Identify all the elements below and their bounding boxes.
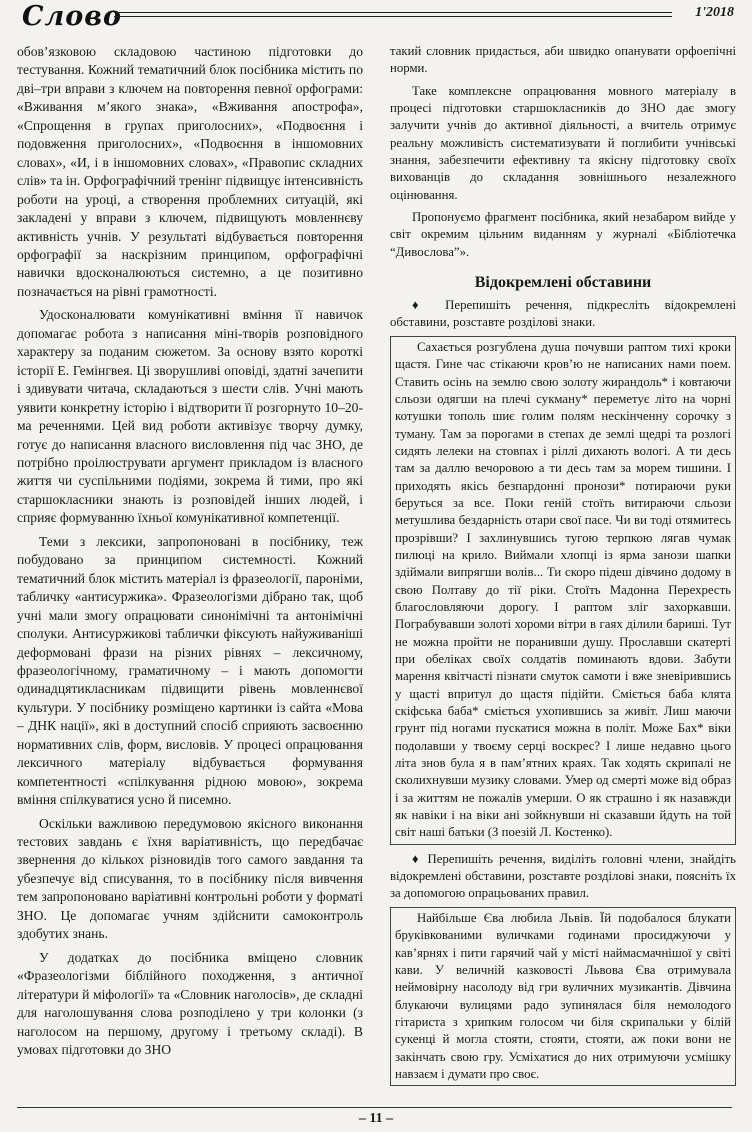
paragraph: обов’язковою складовою частиною підготовки до тестування. Кожний тематичний блок посібника містить по дві–три вправи з ключем на повторення певної орфограми: «Вживання м’якого знака», «Вживання апострофа», «Спрощення в групах приголосних», «Подвоєння і подовження приголосних», «Подвоєння в іншомовних словах», «И, і в іншомовних словах», «Правопис складних слів» та ін. Орфографічний тренінг підвищує інтенсивність роботи на уроці, а створення проблемних ситуацій, які закладені у вправи з ключем, підвищують мовленнєву активність учнів. У результаті відбувається повторення орфографії за наскрізним принципом, орфографічні навички вдосконалюються системно, а це позитивно позначається на рівні грамотності. bbox=[17, 44, 363, 299]
exercise-instruction: ♦ Перепишіть речення, підкресліть відокремлені обставини, розставте розділові знаки. bbox=[390, 298, 736, 330]
paragraph: Оскільки важливою передумовою якісного виконання тестових завдань є їхня варіативність, що передбачає звернення до кількох різновидів того самого завдання та убезпечує від списування, то в посібнику після вивчення тем запропоновано варіативні контрольні роботи у форматі ЗНО. Це допомагає учням здійснити самоконтроль здобутих знань. bbox=[17, 815, 363, 942]
page-number: – 11 – bbox=[358, 1111, 394, 1126]
paragraph: Таке комплексне опрацювання мовного матеріалу в процесі підготовки старшокласників до ЗНО дає змогу залучити учнів до активної діяльності, а вчитель отримує реальну можливість систематизувати й поглибити учнівські знання, забезпечити ефективну та якісну підготовку своїх вихованців до складання зовнішнього незалежного оцінювання. bbox=[390, 83, 736, 202]
issue-number: 1'2018 bbox=[695, 5, 734, 20]
exercise-text: Найбільше Єва любила Львів. Їй подобалося блукати бруківкованими вуличками годинами просиджуючи у кав’ярнях і пити гарячий чай у місті наймасмачнішої у світі кави. У величній казковості Львова Єва отримувала неймовірну насолоду від гри вуличних музикантів. Дівчина блукаючи вулицями радо зупинялася біля немолодого гітариста з хрипким голосом чи біля скрипальки у білій сукенці й могла стояти, стояти, стояти, аж поки вони не закінчать свою гру. Усміхатися до них отримуючи усмішку навзаєм і думати про своє. bbox=[395, 910, 731, 1081]
paragraph: Пропонуємо фрагмент посібника, який незабаром вийде у світ окремим цільним виданням у журналі «Бібліотечка “Дивослова”». bbox=[390, 210, 736, 259]
section-title: Відокремлені обставини bbox=[474, 274, 652, 292]
left-column bbox=[17, 43, 363, 1059]
page-header bbox=[22, 2, 734, 32]
magazine-logo: Слово bbox=[22, 1, 123, 32]
exercise-box bbox=[390, 907, 736, 1086]
paragraph: такий словник придасться, аби швидко опанувати орфоепічні норми. bbox=[390, 44, 736, 76]
paragraph: У додатках до посібника вміщено словник «Фразеологізми біблійного походження, з античної літератури й міфології» та «Словник наголосів», де складні для наголошування слова розподілено у три колонки (з наголосом на першому, другому і третьому складі). В умовах підготовки до ЗНО bbox=[17, 949, 363, 1058]
paragraph: Удосконалювати комунікативні вміння її навичок допомагає робота з написання міні-творів розповідного характеру за поданим сюжетом. За основу взято короткі історії Е. Гемінгвея. Ці зворушливі оповіді, здатні зачепити і здивувати читача, складаються з шести слів. Учні мають уявити конкретну історію і відтворити її розгорнуто 10–20-ма реченнями. Цей вид роботи активізує творчу думку, готує до написання власного висловлення під час ЗНО, де потрібно проілюструвати аргумент прикладом із власного життя чи суспільними подіями, зокрема й тими, про які старшокласники знають із розповідей інших людей, і сприяє формуванню їхньої комунікативної компетенції. bbox=[17, 307, 363, 526]
right-column bbox=[390, 43, 736, 1086]
exercise-text: Сахається розгублена душа почувши раптом тихі кроки щастя. Гине час стікаючи кров’ю не написаних нами поем. Ставить осінь на землю свою золоту жирандоль* і ковтаючи сльози одягши на плечі сукману* переметує літо на чорні котушки тополь шиє голим полям нескінченну сорочку з туману. Там за порогами в степах де землі щедрі та розлогі сидять лелеки на стовпах і ріллі дихають вологі. А ти десь там за даллю вечоровою а ти десь там за морем тишини. І приходять якісь безпардонні пронози* потираючи руки беруться за все. Поки геній стоїть витираючи сльози метушлива бездарність отари свої пасе. Чи ви тоді отямитесь прозрівши? І захлинувшись тугою терпкою лягав чумак пилюці на крило. Виймали хлопці із ярма занози шапки здіймали випрягши волів... Ти скоро підеш дівчино додому в свою Полтаву до тії ріки. Стоїть Мадонна Перехресть благословляючи дорогу. І раптом зліг захоркавши. Пограбувавши золоті хороми вітри в гаях ділили бариші. Тут не можна пройти не поранивши душу. Прославши скатерті при обеліках своїх солдатів поминають вдови. Забути марення квітчасті пізнати смуток самоти і вже зневірившись у щасті впритул до щастя підійти. Сміється баба клята скіфська баба* сміється ухопившись за живіт. Лиш маючи грунт під ногами пускатися можна в політ. Може Бах* віки подолавши у твоєму серці воскрес? І лише недавно цього літа знов була я в пам’ятних краях. Так ходять скрипалі не сколихнувши музику словами. Умер од смерті може від образ і за життям не пожалів умерши. О як страшно і як назавжди як навіки і на віки ані зойкнувши ні сказавши йдуть на той світ наші батьки (З поезій Л. Костенко). bbox=[395, 339, 731, 840]
exercise-instruction: ♦ Перепишіть речення, виділіть головні члени, знайдіть відокремлені обставини, розставте розділові знаки, поясніть їх за допомогою опрацьованих правил. bbox=[390, 851, 736, 901]
paragraph: Теми з лексики, запропоновані в посібнику, теж побудовано за принципом системності. Кожний тематичний блок містить матеріал із фразеології, пароніми, табличку «антисуржика». Фразеологізми дібрано так, щоб учні мали змогу опрацювати синонімічні та антонімічні сполуки. Антисуржикові таблички фіксують найуживаніші деформовані фрази на різних рівнях – лексичному, фразеологічному, граматичному – і мають допомогти одинадцятикласникам підвищити рівень мовленнєвої культури. У посібнику розміщено картинки із сайта «Мова – ДНК нації», які в доступний спосіб сприяють засвоєнню нормативних слів, форм, висловів. У процесі опрацювання лексичного матеріалу відбувається формування компетентності «спілкування рідною мовою», зокрема вміння спілкуватися усно й писемно. bbox=[17, 533, 363, 808]
header-rule bbox=[114, 12, 672, 17]
exercise-box bbox=[390, 336, 736, 845]
footer-rule bbox=[17, 1107, 732, 1108]
